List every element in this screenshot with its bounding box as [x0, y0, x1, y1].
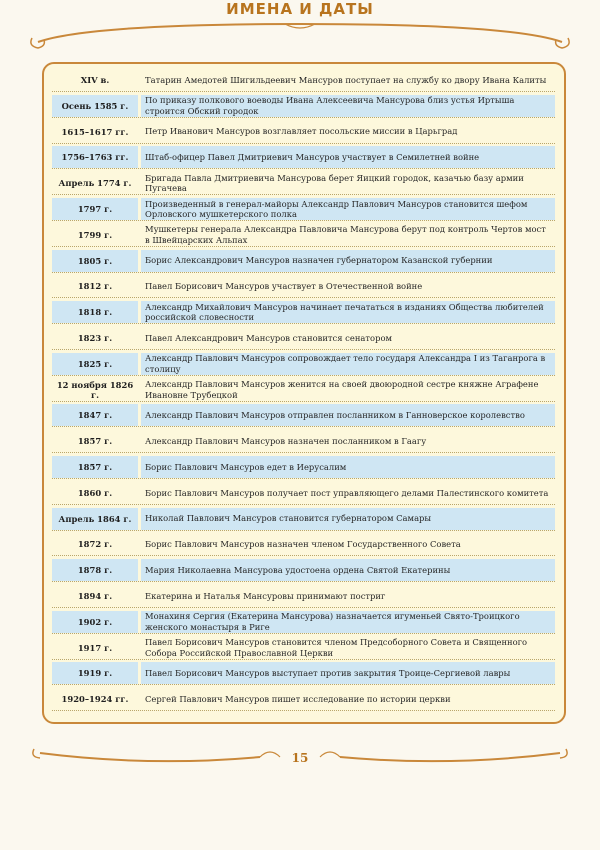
timeline-date: Апрель 1774 г.: [58, 178, 132, 189]
timeline-date: 1818 г.: [52, 301, 138, 323]
timeline-event: Петр Иванович Мансуров возглавляет посольские миссии в Царьград: [145, 126, 458, 137]
timeline-date: 1860 г.: [77, 487, 113, 498]
page-number: 15: [291, 751, 309, 765]
timeline-row: [52, 609, 555, 634]
timeline-row: [52, 402, 555, 427]
timeline-date: 1825 г.: [52, 353, 138, 375]
timeline-row: [52, 93, 555, 118]
timeline-row: [52, 506, 555, 531]
timeline-event: Павел Борисович Мансуров становится членом Предсоборного Совета и Священного Собора Российской Православной Церкви: [145, 637, 528, 658]
timeline-date: 1919 г.: [52, 662, 138, 684]
timeline-date: 1857 г.: [77, 436, 113, 447]
timeline-event: Екатерина и Наталья Мансуровы принимают постриг: [145, 590, 386, 601]
timeline-event: Александр Павлович Мансуров сопровождает тело государя Александра I из Таганрога в столицу: [141, 353, 555, 375]
page-title: ИМЕНА И ДАТЫ: [226, 0, 374, 18]
timeline-row: [52, 660, 555, 685]
timeline-date: 1799 г.: [77, 229, 113, 240]
timeline-event: Штаб-офицер Павел Дмитриевич Мансуров участвует в Семилетней войне: [141, 146, 555, 168]
timeline-row: [52, 325, 555, 350]
timeline-row: [52, 299, 555, 324]
ornament-top: [30, 18, 570, 52]
timeline-date: 1805 г.: [52, 250, 138, 272]
timeline-row: [52, 377, 555, 402]
timeline-row: [52, 67, 555, 92]
timeline-event: Александр Павлович Мансуров женится на своей двоюродной сестре княжне Аграфене Ивановне Трубецкой: [145, 379, 539, 400]
timeline-date: 1847 г.: [52, 404, 138, 426]
timeline-row: [52, 170, 555, 195]
timeline-event: Борис Павлович Мансуров едет в Иерусалим: [141, 456, 555, 478]
timeline-date: 1878 г.: [52, 559, 138, 581]
timeline-row: [52, 351, 555, 376]
timeline-row: [52, 557, 555, 582]
timeline-panel: [42, 62, 566, 724]
timeline-date: 1857 г.: [52, 456, 138, 478]
timeline-event: Произведенный в генерал-майоры Александр Павлович Мансуров становится шефом Орловского мушкетерского полка: [141, 198, 555, 220]
timeline-date: 1917 г.: [77, 642, 113, 653]
timeline-date: 1894 г.: [77, 591, 113, 601]
timeline-event: Борис Павлович Мансуров назначен членом Государственного Совета: [145, 539, 461, 550]
timeline-date: 1756–1763 гг.: [52, 146, 138, 168]
timeline-row: [52, 428, 555, 453]
timeline-row: [52, 531, 555, 556]
timeline-event: Мушкетеры генерала Александра Павловича Мансурова берут под контроль Чертов мост в Швейцарских Альпах: [145, 224, 546, 245]
timeline-event: Павел Борисович Мансуров выступает против закрытия Троице-Сергиевой лавры: [141, 662, 555, 684]
timeline-row: [52, 222, 555, 247]
timeline-row: [52, 273, 555, 298]
timeline-event: Павел Александрович Мансуров становится сенатором: [145, 332, 392, 343]
timeline-event: По приказу полкового воеводы Ивана Алексеевича Мансурова близ устья Иртыша строится Обский городок: [141, 95, 555, 117]
timeline-row: [52, 454, 555, 479]
timeline-event: Монахиня Сергия (Екатерина Мансурова) назначается игуменьей Свято-Троицкого женского монастыря в Риге: [141, 611, 555, 633]
timeline-date: 1812 г.: [77, 281, 113, 292]
timeline-event: Павел Борисович Мансуров участвует в Отечественной войне: [145, 281, 423, 292]
timeline-event: Татарин Амедотей Шигильдеевич Мансуров поступает на службу ко двору Ивана Калиты: [145, 74, 547, 85]
timeline-date: 1615–1617 гг.: [61, 126, 129, 137]
timeline-row: [52, 583, 555, 608]
timeline-event: Мария Николаевна Мансурова удостоена ордена Святой Екатерины: [141, 559, 555, 581]
timeline-date: Апрель 1864 г.: [52, 508, 138, 530]
timeline-date: Осень 1585 г.: [52, 95, 138, 117]
timeline-row: [52, 119, 555, 144]
timeline-date: 12 ноября 1826 г.: [56, 379, 134, 400]
timeline-row: [52, 686, 555, 711]
timeline-row: [52, 196, 555, 221]
timeline-row: [52, 144, 555, 169]
timeline-event: Александр Павлович Мансуров назначен посланником в Гаагу: [145, 435, 427, 446]
timeline-row: [52, 480, 555, 505]
timeline-date: 1797 г.: [52, 198, 138, 220]
timeline-date: 1823 г.: [77, 333, 113, 343]
timeline-event: Николай Павлович Мансуров становится губернатором Самары: [141, 508, 555, 530]
timeline-date: 1872 г.: [77, 539, 113, 550]
timeline-event: Александр Михайлович Мансуров начинает печататься в изданиях Общества любителей российской словесности: [141, 301, 555, 323]
timeline-event: Борис Павлович Мансуров получает пост управляющего делами Палестинского комитета: [145, 487, 549, 498]
timeline-date: XIV в.: [80, 75, 110, 85]
timeline-event: Сергей Павлович Мансуров пишет исследование по истории церкви: [145, 693, 451, 704]
timeline-event: Александр Павлович Мансуров отправлен посланником в Ганноверское королевство: [141, 404, 555, 426]
timeline-row: [52, 248, 555, 273]
timeline-date: 1920–1924 гг.: [61, 694, 129, 705]
timeline-date: 1902 г.: [52, 611, 138, 633]
timeline-row: [52, 635, 555, 660]
timeline-event: Борис Александрович Мансуров назначен губернатором Казанской губернии: [141, 250, 555, 272]
timeline-event: Бригада Павла Дмитриевича Мансурова берет Яицкий городок, казачью базу армии Пугачева: [145, 172, 524, 194]
